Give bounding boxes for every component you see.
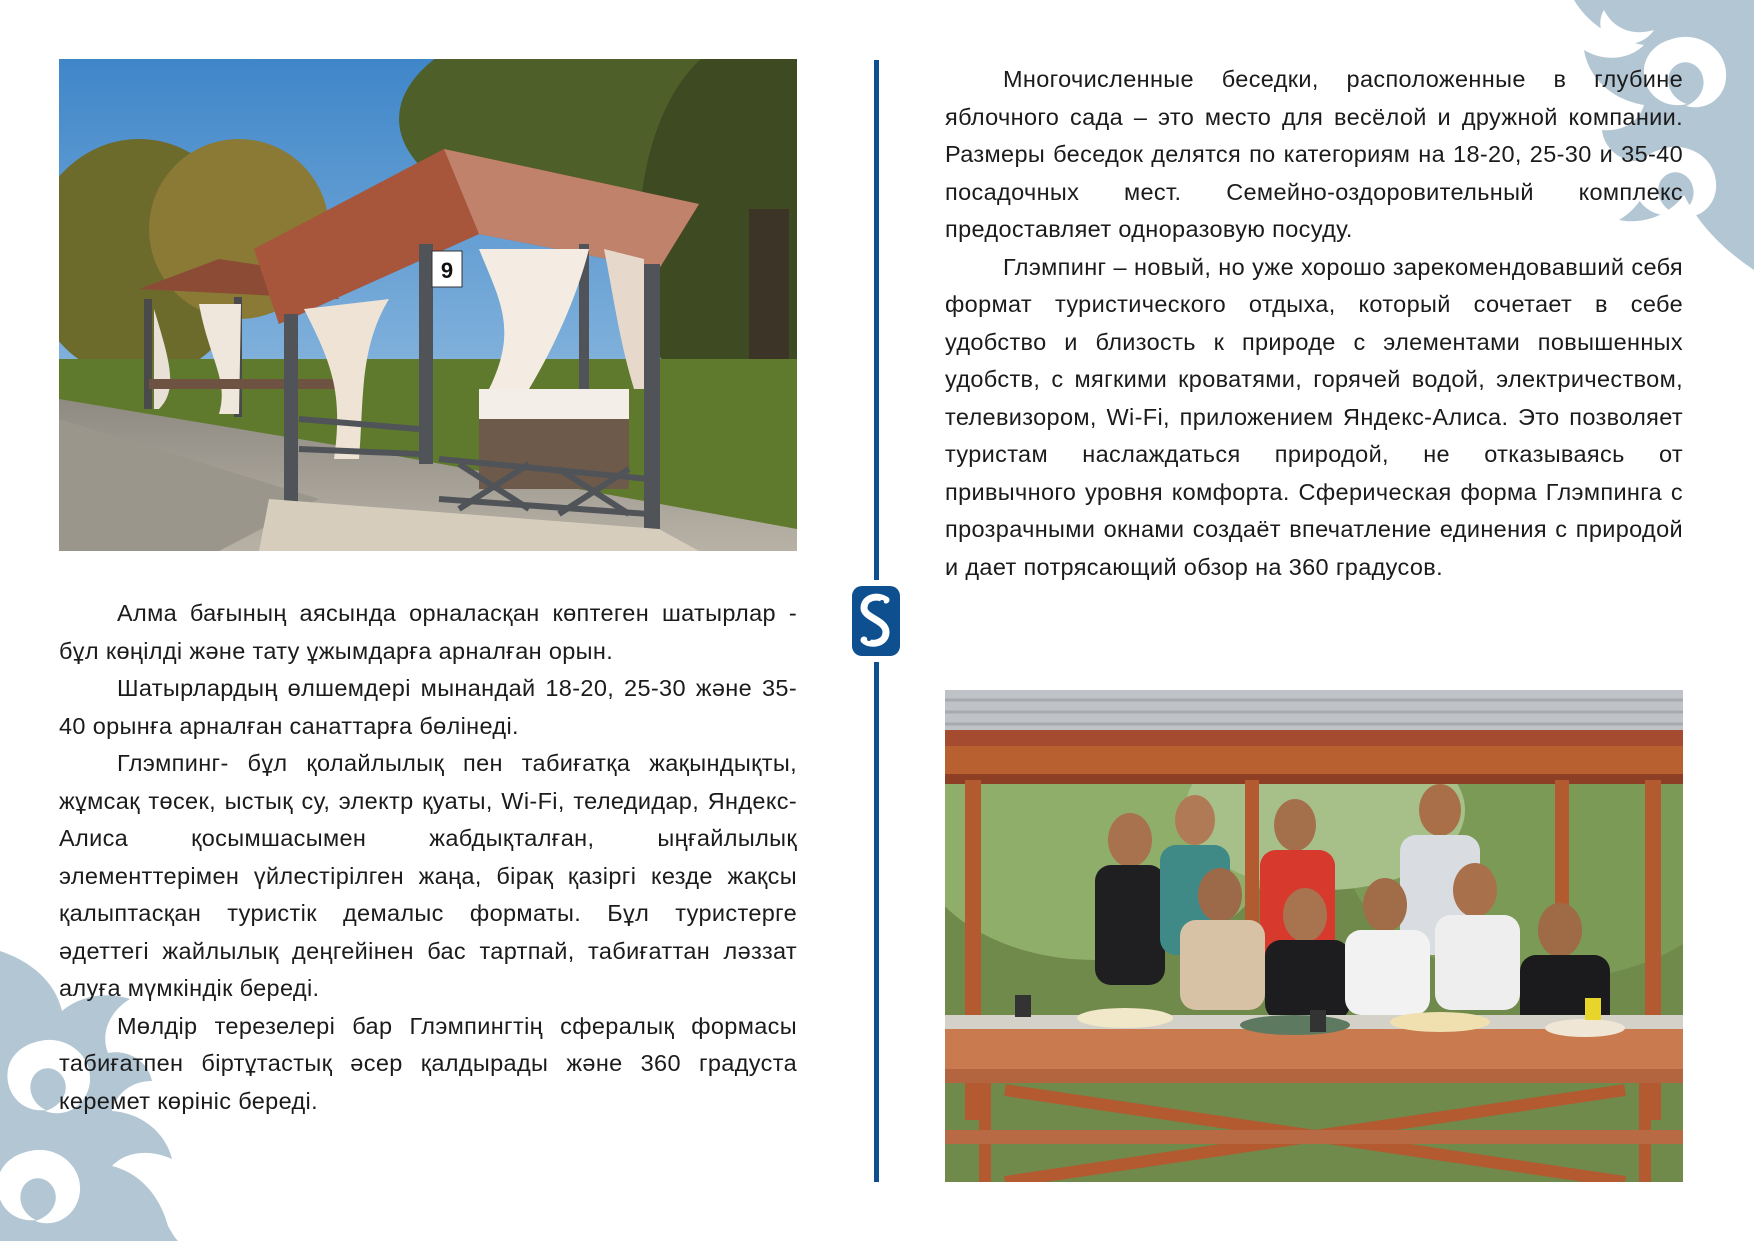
kazakh-description <box>59 595 797 1120</box>
kazakh-paragraph: Мөлдір терезелері бар Глэмпингтің сфералық формасы табиғатпен біртұтастық әсер қалдырады және 360 градуста керемет көрініс береді. <box>59 1012 797 1114</box>
russian-paragraph: Глэмпинг – новый, но уже хорошо зарекомендовавший себя формат туристического отдыха, который сочетает в себе удобство и близость к природе с элементами повышенных удобств, с мягкими кроватями, горячей водой, электричеством, телевизором, Wi-Fi, приложением Яндекс-Алиса. Это позволяет туристам наслаждаться природой, не отказываясь от привычного уровня комфорта. Сферическая форма Глэмпинга с прозрачными окнами создаёт впечатление единения с природой и дает потрясающий обзор на 360 градусов. <box>945 253 1683 580</box>
gazebo-number-sign: 9 <box>440 258 454 283</box>
kazakh-paragraph: Глэмпинг- бұл қолайлылық пен табиғатқа жақындықты, жұмсақ төсек, ыстық су, электр қуаты, Wi-Fi, теледидар, Яндекс-Алиса қосымшасымен жабдықталған, ыңғайлылық элементтерімен үйлестірілген жаңа, бірақ қазіргі кезде жақсы қалыптасқан туристік демалыс форматы. Бұл туристерге әдеттегі жайлылық деңгейінен бас тартпай, табиғаттан ләззат алуға мүмкіндік береді. <box>59 750 797 1001</box>
russian-description <box>945 61 1683 586</box>
group-photo <box>945 690 1683 1182</box>
divider-line-bottom <box>874 662 879 1182</box>
divider-line-top <box>874 60 879 580</box>
russian-paragraph: Многочисленные беседки, расположенные в глубине яблочного сада – это место для весёлой и дружной компании. Размеры беседок делятся по категориям на 18-20, 25-30 и 35-40 посадочных мест. Семейно-оздоровительный комплекс предоставляет одноразовую посуду. <box>945 66 1683 242</box>
fish-s-logo-icon <box>852 586 900 656</box>
kazakh-paragraph: Шатырлардың өлшемдері мынандай 18-20, 25-30 және 35-40 орынға арналған санаттарға бөлінеді. <box>59 675 797 739</box>
gazebo-photo <box>59 59 797 551</box>
kazakh-paragraph: Алма бағының аясында орналасқан көптеген шатырлар - бұл көңілді және тату ұжымдарға арналған орын. <box>59 600 797 664</box>
